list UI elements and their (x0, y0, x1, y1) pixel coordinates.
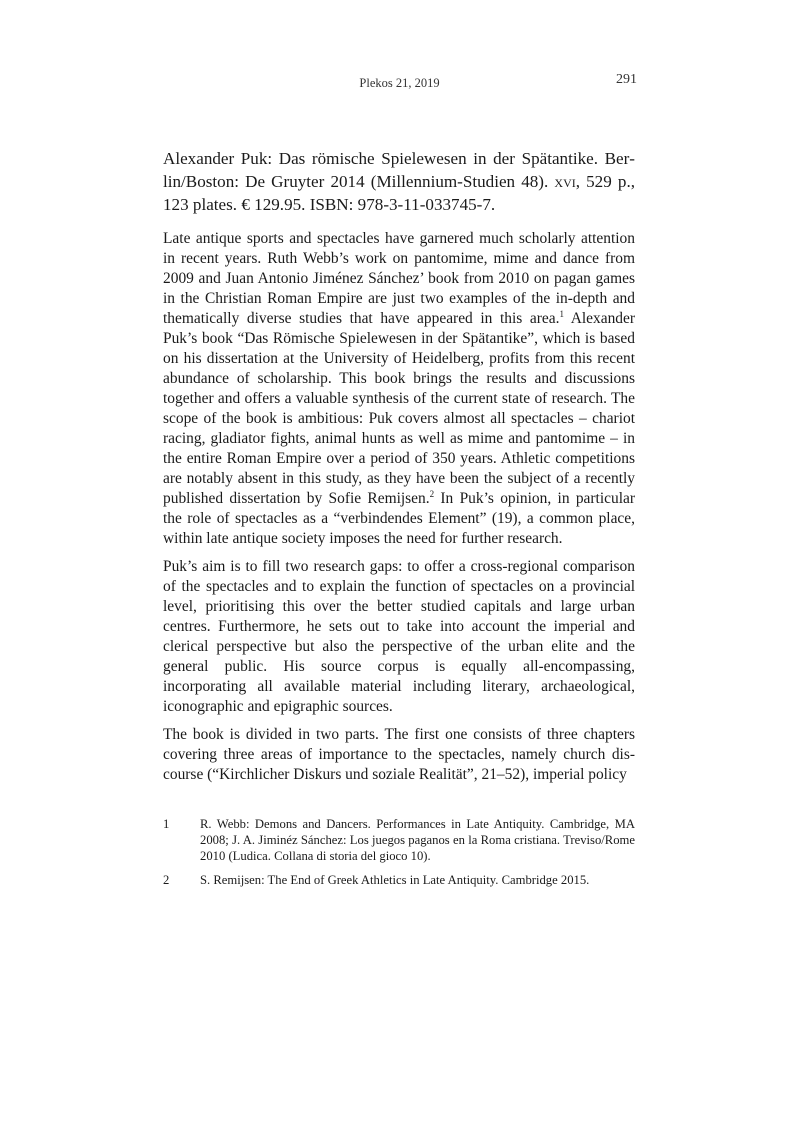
footnote-2 (163, 872, 635, 888)
review-body (163, 229, 635, 793)
footnote-ref-1[interactable]: 1 (559, 308, 564, 319)
paragraph-2: Puk’s aim is to fill two research gaps: to offer a cross-regional comparison of the spectacles and to explain the function of spectacles on a provincial level, prioritising this over the better studied capitals and large urban centres. Furthermore, he sets out to take into account the imperial and clerical perspective but also the perspective of the urban elite and the general public. His source corpus is equally all-encompassing, incorporating all available material including literary, archaeological, iconographic and epigraphic sources. (163, 558, 635, 715)
footnote-ref-2[interactable]: 2 (429, 488, 435, 499)
paragraph-3: The book is divided in two parts. The first one consists of three chapters covering three areas of importance to the spectacles, namely church discourse (“Kirchlicher Diskurs und soziale Realität”, 21–52), imperial policy (163, 726, 635, 783)
footnote-number: 1 (163, 817, 170, 831)
footnote-text: R. Webb: Demons and Dancers. Performances in Late Antiquity. Cambridge, MA 2008; J. A. Jiminéz Sánchez: Los juegos paganos en la Roma cristiana. Treviso/Rome 2010 (Ludica. Collana di storia del gioco 10). (200, 817, 635, 864)
footnote-text: S. Remijsen: The End of Greek Athletics in Late Antiquity. Cambridge 2015. (200, 872, 590, 887)
running-header: Plekos 21, 2019 (359, 76, 440, 90)
paragraph-1 (163, 229, 635, 549)
footnotes (163, 816, 635, 895)
title-text: Alexander Puk: Das römische Spielewesen in der Spätantike. Berlin/Boston: De Gruyter 2014 (Millennium-Studien 48). (163, 149, 635, 191)
title-roman-pages: xvi (554, 172, 576, 191)
title-text-end: , 529 p., 123 plates. € 129.95. ISBN: 978-3-11-033745-7. (163, 172, 635, 214)
paragraph-text: Late antique sports and spectacles have garnered much scholarly attention in recent years. Ruth Webb’s work on pantomime, mime and dance from 2009 and Juan Antonio Jiménez Sánchez’ book from 2010 on pagan games in the Christian Roman Empire are just two examples of the in-depth and thematically diverse studies that have appeared in this area. (163, 230, 635, 327)
footnote-number: 2 (163, 872, 170, 887)
paragraph-text: Alexander Puk’s book “Das Römische Spielewesen in der Spätantike”, which is based on his dissertation at the University of Heidelberg, profits from this recent abundance of scholarship. This book brings the results and discussions together and offers a valuable synthesis of the current state of research. The scope of the book is ambitious: Puk covers almost all spectacles – chariot racing, gladiator fights, animal hunts as well as mime and pantomime – in the entire Roman Empire over a period of 350 years. Athletic competitions are notably absent in this study, as they have been the subject of a recently published dissertation by Sofie Remijsen. (163, 310, 635, 507)
page-number: 291 (616, 72, 637, 87)
footnote-1 (163, 816, 635, 865)
paragraph-text: In Puk’s opinion, in particular the role of spectacles as a “verbindendes Element” (19), a common place, within late antique society imposes the need for further research. (163, 490, 635, 547)
review-title (163, 147, 635, 216)
